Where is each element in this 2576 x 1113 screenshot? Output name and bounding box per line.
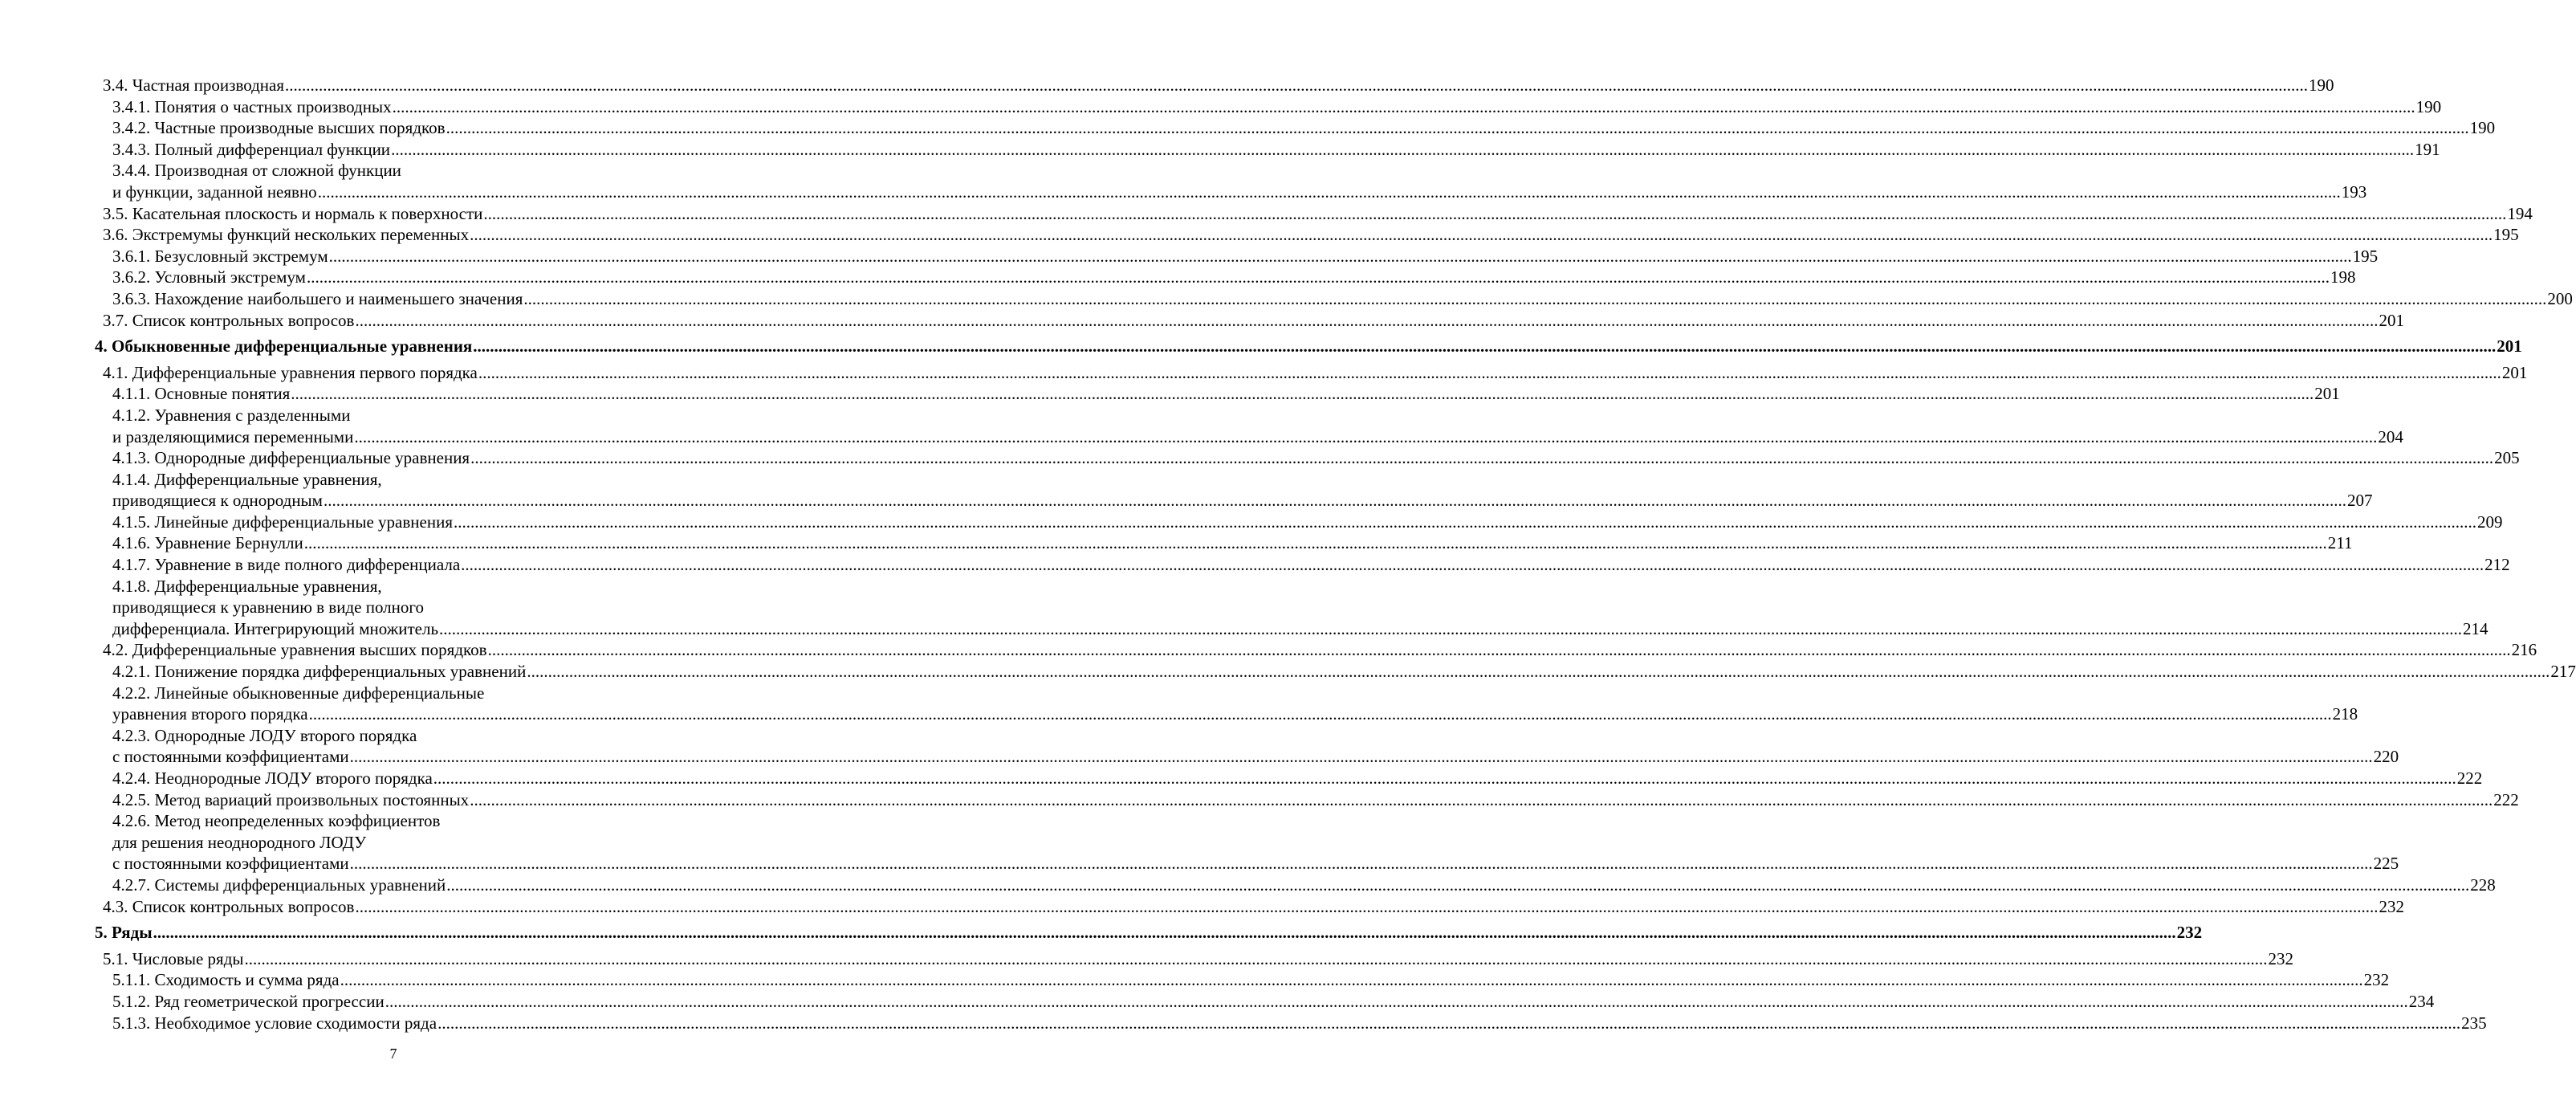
- dot-leader: [483, 203, 2506, 225]
- dot-leader: [433, 768, 2456, 789]
- dot-leader: [309, 703, 2332, 725]
- toc-entry-title: 5.1.2. Ряд геометрической прогрессии: [112, 991, 385, 1011]
- toc-entry-page: 191: [2415, 139, 2440, 159]
- toc-entry-title: уравнения второго порядка: [112, 704, 308, 724]
- dot-leader: [153, 922, 2176, 944]
- toc-entry-title: 5.1. Числовые ряды: [103, 948, 244, 968]
- toc-entry-page: 204: [2378, 426, 2403, 446]
- toc-entry: [95, 288, 2573, 310]
- dot-leader: [473, 336, 2496, 357]
- dot-leader: [385, 991, 2408, 1013]
- toc-entry-page: 217: [2550, 662, 2576, 682]
- toc-entry-title: 5.1.1. Сходимость и сумма ряда: [112, 970, 340, 990]
- toc-entry: [95, 267, 2356, 288]
- toc-entry-page: 220: [2373, 747, 2399, 767]
- toc-entry-page: 232: [2379, 896, 2404, 916]
- toc-entry-title: 4.2.1. Понижение порядка дифференциальных уравнений: [112, 662, 527, 682]
- toc-entry-title: 4.2.6. Метод неопределенных коэффициентов: [112, 811, 441, 831]
- toc-entry-title: 3.4. Частная производная: [103, 75, 285, 95]
- dot-leader: [470, 224, 2493, 246]
- toc-entry: [95, 969, 2390, 991]
- toc-entry-title: для решения неоднородного ЛОДУ: [112, 832, 367, 852]
- toc-entry-title: 4.2.4. Неоднородные ЛОДУ второго порядка: [112, 768, 433, 788]
- toc-entry-page: 232: [2176, 923, 2203, 943]
- toc-entry-page: 232: [2268, 948, 2293, 968]
- toc-entry: [95, 639, 2537, 661]
- toc-entry-page: 232: [2363, 970, 2390, 990]
- toc-entry-title: 4.2.5. Метод вариаций произвольных постоянных: [112, 789, 470, 809]
- toc-entry-page: 228: [2470, 874, 2496, 895]
- toc-entry: [95, 362, 2528, 384]
- toc-entry-page: 218: [2332, 704, 2358, 724]
- dot-leader: [329, 246, 2352, 267]
- toc-entry: [95, 746, 2399, 768]
- toc-entry-title: 3.6. Экстремумы функций нескольких переменных: [103, 225, 470, 245]
- dot-leader: [391, 139, 2414, 161]
- dot-leader: [355, 310, 2378, 332]
- toc-entry: [95, 618, 2489, 640]
- toc-entry: [95, 576, 711, 597]
- toc-entry-page: 205: [2494, 448, 2520, 468]
- dot-leader: [291, 383, 2314, 405]
- dot-leader: [245, 948, 2268, 970]
- toc-entry-title: с постоянными коэффициентами: [112, 747, 349, 767]
- toc-entry-page: 207: [2346, 491, 2373, 511]
- toc-entry-title: 3.4.1. Понятия о частных производных: [112, 96, 392, 116]
- dot-leader: [307, 267, 2330, 288]
- toc-entry: [95, 96, 2442, 118]
- toc-entry: [95, 383, 2340, 405]
- toc-entry-title: 3.6.3. Нахождение наибольшего и наименьшего значения: [112, 288, 523, 308]
- toc-entry: [95, 426, 2403, 448]
- toc-entry-page: 190: [2309, 75, 2334, 95]
- toc-entry-title: 4.1.8. Дифференциальные уравнения,: [112, 576, 382, 596]
- toc-entry-title: 3.6.1. Безусловный экстремум: [112, 246, 328, 266]
- toc-entry-title: 3.6.2. Условный экстремум: [112, 267, 306, 287]
- toc-entry-page: 234: [2408, 991, 2435, 1011]
- dot-leader: [304, 532, 2327, 554]
- toc-entry: [95, 597, 711, 618]
- toc-entry-title: 3.7. Список контрольных вопросов: [103, 310, 355, 330]
- toc-entry-title: 4.2.7. Системы дифференциальных уравнений: [112, 874, 446, 895]
- toc-entry-title: 4.1.6. Уравнение Бернулли: [112, 533, 303, 553]
- toc-entry-page: 194: [2507, 203, 2533, 223]
- toc-entry-title: 4.1.4. Дифференциальные уравнения,: [112, 469, 382, 489]
- page-number: 7: [389, 1046, 397, 1062]
- toc-entry-page: 193: [2341, 181, 2367, 202]
- dot-leader: [350, 746, 2373, 768]
- toc-entry: [95, 447, 2520, 469]
- toc-entry-title: 4.3. Список контрольных вопросов: [103, 896, 355, 916]
- toc-entry: [95, 469, 711, 491]
- toc-entry-title: 4. Обыкновенные дифференциальные уравнения: [95, 336, 473, 357]
- toc-entry-page: 190: [2415, 96, 2442, 116]
- dot-leader: [355, 896, 2378, 918]
- toc-entry: [95, 512, 2503, 533]
- toc-entry-page: 216: [2511, 640, 2537, 660]
- toc-entry-title: приводящиеся к однородным: [112, 491, 323, 511]
- toc-entry-title: 3.4.4. Производная от сложной функции: [112, 161, 401, 181]
- toc-entry: [95, 725, 711, 747]
- toc-chapter-entry: [95, 922, 2203, 944]
- dot-leader: [478, 362, 2501, 384]
- toc-entry: [95, 853, 2399, 874]
- toc-entry-page: 235: [2461, 1013, 2487, 1033]
- toc-entry-title: дифференциала. Интегрирующий множитель: [112, 618, 439, 638]
- toc-entry: [95, 139, 2440, 161]
- toc-entry: [95, 554, 2510, 576]
- toc-entry-page: 200: [2547, 288, 2573, 308]
- toc-entry: [95, 224, 2519, 246]
- toc-entry-title: и разделяющимися переменными: [112, 426, 354, 446]
- dot-leader: [461, 554, 2484, 576]
- dot-leader: [488, 639, 2511, 661]
- toc-entry-page: 201: [2314, 384, 2340, 404]
- dot-leader: [393, 96, 2415, 118]
- toc-entry-title: и функции, заданной неявно: [112, 181, 317, 202]
- dot-leader: [354, 426, 2377, 448]
- toc-entry: [95, 405, 711, 426]
- toc-entry: [95, 810, 711, 832]
- toc-entry-title: 5.1.3. Необходимое условие сходимости ряда: [112, 1013, 437, 1033]
- toc-entry: [95, 832, 711, 854]
- dot-leader: [437, 1013, 2460, 1034]
- toc-entry-title: 3.5. Касательная плоскость и нормаль к поверхности: [103, 203, 483, 223]
- dot-leader: [446, 874, 2469, 896]
- toc-entry-page: 222: [2493, 789, 2519, 809]
- toc-entry-title: 4.1. Дифференциальные уравнения первого порядка: [103, 362, 478, 382]
- dot-leader: [318, 181, 2341, 203]
- toc-entry-title: 3.4.2. Частные производные высших порядков: [112, 118, 446, 138]
- toc-entry: [95, 246, 2379, 267]
- toc-entry-page: 195: [2493, 225, 2519, 245]
- dot-leader: [527, 661, 2550, 683]
- toc-entry: [95, 874, 2496, 896]
- dot-leader: [470, 447, 2493, 469]
- dot-leader: [470, 789, 2493, 811]
- toc-entry-page: 211: [2327, 533, 2353, 553]
- toc-entry-page: 222: [2456, 768, 2483, 788]
- toc-entry: [95, 948, 2293, 970]
- toc-entry-page: 190: [2469, 118, 2496, 138]
- toc-entry: [95, 75, 2334, 96]
- toc-entry-page: 195: [2352, 246, 2379, 266]
- dot-leader: [454, 512, 2476, 533]
- dot-leader: [446, 117, 2469, 139]
- dot-leader: [350, 853, 2373, 874]
- toc-entry-title: 3.4.3. Полный дифференциал функции: [112, 139, 391, 159]
- toc-entry-page: 214: [2463, 618, 2489, 638]
- toc-entry-title: 4.1.5. Линейные дифференциальные уравнения: [112, 512, 453, 532]
- toc-chapter-entry: [95, 336, 2522, 357]
- toc-entry: [95, 532, 2353, 554]
- toc-entry: [95, 1013, 2487, 1034]
- toc-entry-page: 209: [2476, 512, 2503, 532]
- toc-entry: [95, 661, 2576, 683]
- dot-leader: [340, 969, 2363, 991]
- toc-entry: [95, 310, 2404, 332]
- toc-entry: [95, 490, 2373, 512]
- toc-entry: [95, 896, 2404, 918]
- toc-entry: [95, 991, 2435, 1013]
- toc-entry-title: 5. Ряды: [95, 923, 153, 943]
- toc-entry: [95, 181, 2367, 203]
- toc-entry-title: 4.1.1. Основные понятия: [112, 384, 291, 404]
- dot-leader: [439, 618, 2462, 640]
- toc-entry-title: 4.2.2. Линейные обыкновенные дифференциальные: [112, 683, 485, 703]
- toc-entry-page: 212: [2484, 555, 2510, 575]
- toc-entry-page: 225: [2373, 854, 2399, 874]
- dot-leader: [285, 75, 2308, 96]
- toc-entry-title: 4.1.7. Уравнение в виде полного дифференциала: [112, 555, 461, 575]
- dot-leader: [324, 490, 2346, 512]
- dot-leader: [523, 288, 2546, 310]
- toc-entry-page: 201: [2379, 310, 2404, 330]
- toc-entry: [95, 703, 2358, 725]
- toc-entry: [95, 203, 2533, 225]
- table-of-contents: [95, 75, 2576, 1034]
- toc-entry-title: 4.2.3. Однородные ЛОДУ второго порядка: [112, 725, 417, 745]
- toc-entry-title: с постоянными коэффициентами: [112, 854, 349, 874]
- toc-entry: [95, 117, 2496, 139]
- toc-entry-title: 4.1.3. Однородные дифференциальные уравнения: [112, 448, 470, 468]
- toc-entry-page: 201: [2501, 362, 2528, 382]
- toc-entry: [95, 789, 2519, 811]
- toc-entry: [95, 160, 711, 181]
- toc-entry: [95, 768, 2483, 789]
- toc-entry-page: 198: [2330, 267, 2356, 287]
- toc-entry-title: приводящиеся к уравнению в виде полного: [112, 597, 424, 618]
- toc-entry-title: 4.1.2. Уравнения с разделенными: [112, 405, 351, 425]
- toc-entry-page: 201: [2497, 336, 2522, 357]
- toc-entry: [95, 683, 711, 704]
- toc-entry-title: 4.2. Дифференциальные уравнения высших порядков: [103, 640, 487, 660]
